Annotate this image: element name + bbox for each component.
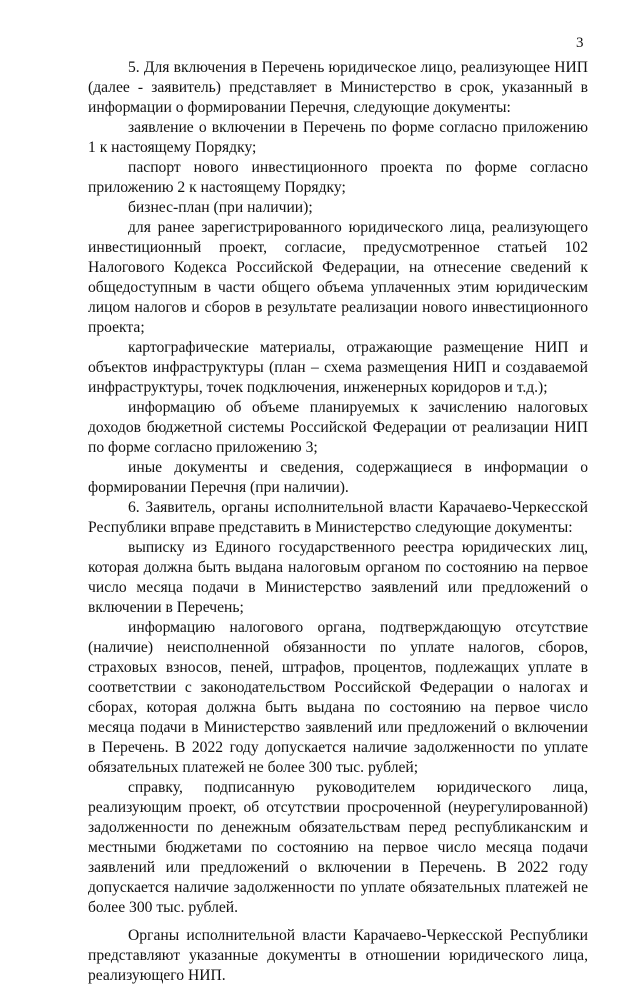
document-body (88, 58, 588, 986)
paragraph-passport: паспорт нового инвестиционного проекта по форме согласно приложению 2 к настоящему Порядку; (88, 159, 588, 196)
page-number: 3 (576, 35, 584, 51)
paragraph-maps: картографические материалы, отражающие размещение НИП и объектов инфраструктуры (план – схема размещения НИП и создаваемой инфраструктуры, точек подключения, инженерных коридоров и т.д.); (88, 339, 588, 396)
paragraph-registry-extract: выписку из Единого государственного реестра юридических лиц, которая должна быть выдана налоговым органом по состоянию на первое число месяца подачи в Министерство заявлений или предложений о включении в Перечень; (88, 539, 588, 616)
paragraph-6-intro: 6. Заявитель, органы исполнительной власти Карачаево-Черкесской Республики вправе представить в Министерство следующие документы: (88, 499, 588, 536)
paragraph-tax-revenue: информацию об объеме планируемых к зачислению налоговых доходов бюджетной системы Российской Федерации от реализации НИП по форме согласно приложению 3; (88, 399, 588, 456)
paragraph-authorities: Органы исполнительной власти Карачаево-Черкесской Республики представляют указанные документы в отношении юридического лица, реализующего НИП. (88, 927, 588, 984)
paragraph-debt-certificate: справку, подписанную руководителем юридического лица, реализующим проект, об отсутствии просроченной (неурегулированной) задолженности по денежным обязательствам перед республиканским и местными бюджетами по состоянию на первое число месяца подачи заявлений или предложений о включении в Перечень. В 2022 году допускается наличие задолженности по уплате обязательных платежей не более 300 тыс. рублей. (88, 779, 588, 916)
paragraph-consent: для ранее зарегистрированного юридического лица, реализующего инвестиционный проект, согласие, предусмотренное статьей 102 Налогового Кодекса Российской Федерации, на отнесение сведений к общедоступным в части общего объема уплаченных этим юридическим лицом налогов и сборов в результате реализации нового инвестиционного проекта; (88, 219, 588, 336)
paragraph-tax-info: информацию налогового органа, подтверждающую отсутствие (наличие) неисполненной обязанности по уплате налогов, сборов, страховых взносов, пеней, штрафов, процентов, подлежащих уплате в соответствии с законодательством Российской Федерации о налогах и сборах, которая должна быть выдана по состоянию на первое число месяца подачи в Министерство заявлений или предложений о включении в Перечень. В 2022 году допускается наличие задолженности по уплате обязательных платежей не более 300 тыс. рублей; (88, 619, 588, 776)
paragraph-5-intro: 5. Для включения в Перечень юридическое лицо, реализующее НИП (далее - заявитель) представляет в Министерство в срок, указанный в информации о формировании Перечня, следующие документы: (88, 59, 588, 116)
paragraph-application: заявление о включении в Перечень по форме согласно приложению 1 к настоящему Порядку; (88, 119, 588, 156)
paragraph-business-plan: бизнес-план (при наличии); (128, 199, 313, 216)
paragraph-other-documents: иные документы и сведения, содержащиеся в информации о формировании Перечня (при наличии). (88, 459, 588, 496)
